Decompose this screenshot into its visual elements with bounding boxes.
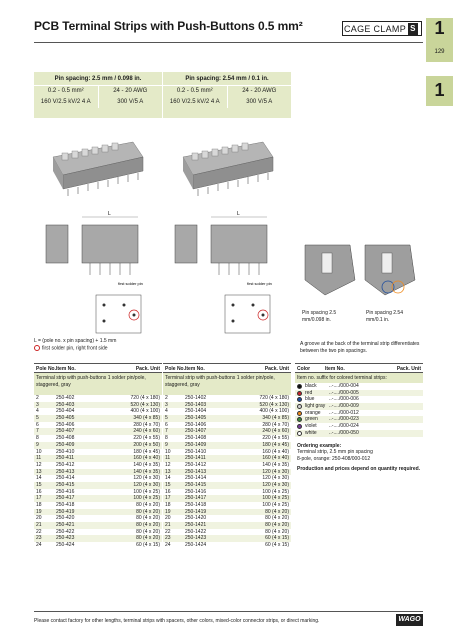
color-name: black bbox=[305, 383, 317, 389]
pole-cell: 7 bbox=[36, 428, 39, 435]
product-image-2-5 bbox=[48, 137, 148, 197]
item-cell: 250-1409 bbox=[185, 441, 207, 448]
pack-cell: 520 (4 x 130) bbox=[259, 401, 289, 408]
pole-cell: 20 bbox=[165, 515, 171, 522]
pack-cell: 720 (4 x 180) bbox=[130, 395, 160, 401]
item-cell: 250-1417 bbox=[185, 495, 207, 502]
pack-cell: 120 (4 x 30) bbox=[133, 475, 160, 482]
color-swatch-icon bbox=[297, 391, 302, 396]
pole-cell: 8 bbox=[36, 435, 39, 442]
item-cell: 250-1410 bbox=[185, 448, 207, 455]
color-row bbox=[295, 383, 423, 390]
color-row bbox=[295, 403, 423, 410]
color-name: green bbox=[305, 416, 318, 423]
formula-note: L = (pole no. x pin spacing) + 1.5 mm bbox=[34, 338, 117, 344]
item-cell: 250-1424 bbox=[185, 542, 207, 549]
pack-cell: 220 (4 x 55) bbox=[133, 435, 160, 442]
pole-cell: 22 bbox=[36, 528, 42, 535]
item-cell: 250-420 bbox=[56, 515, 75, 522]
color-row bbox=[295, 396, 423, 403]
pole-cell: 21 bbox=[36, 522, 42, 529]
technical-drawing-2-54 bbox=[163, 205, 303, 340]
color-name: white bbox=[305, 429, 317, 436]
pin-caption-2-54: Pin spacing 2.54 mm/0.1 in. bbox=[366, 310, 403, 323]
pack-cell: 60 (4 x 15) bbox=[265, 542, 289, 549]
brand-logo-icon: S bbox=[408, 23, 418, 35]
item-cell: 250-1416 bbox=[185, 488, 207, 495]
table-row bbox=[163, 475, 291, 482]
table-row bbox=[34, 415, 162, 422]
color-name: violet bbox=[305, 423, 317, 430]
pole-cell: 10 bbox=[165, 448, 171, 455]
pack-cell: 80 (4 x 20) bbox=[136, 535, 160, 542]
first-pin-label: first solder pin bbox=[118, 281, 143, 286]
pole-cell: 12 bbox=[165, 461, 171, 468]
table-row bbox=[34, 515, 162, 522]
item-cell: 250-1414 bbox=[185, 475, 207, 482]
groove-note: A groove at the back of the terminal strip differentiates between the two pin spacings. bbox=[300, 341, 420, 354]
color-swatch-icon bbox=[297, 417, 302, 422]
table-row bbox=[34, 502, 162, 509]
pack-cell: 160 (4 x 40) bbox=[262, 448, 289, 455]
table-row bbox=[34, 402, 162, 409]
table-row bbox=[34, 428, 162, 435]
item-cell: 250-1413 bbox=[185, 468, 207, 475]
pole-cell: 16 bbox=[36, 488, 42, 495]
col-pack: Pack. Unit bbox=[264, 366, 289, 372]
item-cell: 250-410 bbox=[56, 448, 75, 455]
color-swatch-icon bbox=[297, 431, 302, 436]
table-row bbox=[163, 469, 291, 476]
table-row bbox=[163, 522, 291, 529]
spec-title: Pin spacing: 2.5 mm / 0.098 in. bbox=[34, 72, 162, 86]
pole-cell: 2 bbox=[36, 395, 39, 401]
col-item: Item No. bbox=[185, 366, 205, 372]
table-row bbox=[163, 428, 291, 435]
col-pack: Pack. Unit bbox=[135, 366, 160, 372]
col-item: Item No. bbox=[56, 366, 76, 372]
item-cell: 250-1411 bbox=[185, 455, 206, 462]
first-pin-note: first solder pin, right front side bbox=[42, 345, 108, 352]
item-cell: 250-412 bbox=[56, 461, 75, 468]
production-note: Production and prices depend on quantity required. bbox=[297, 466, 421, 472]
item-cell: 250-419 bbox=[56, 508, 75, 515]
pack-cell: 100 (4 x 25) bbox=[262, 502, 289, 508]
table-row bbox=[163, 529, 291, 536]
pole-cell: 3 bbox=[165, 401, 168, 408]
item-cell: 250-1404 bbox=[185, 408, 207, 415]
dim-l-label: L bbox=[237, 211, 240, 217]
color-name: orange bbox=[305, 409, 321, 416]
pole-cell: 15 bbox=[36, 481, 42, 488]
table-row bbox=[34, 455, 162, 462]
page-number: 129 bbox=[434, 49, 445, 55]
color-table bbox=[295, 363, 423, 475]
pole-cell: 24 bbox=[36, 542, 42, 549]
pack-cell: 120 (4 x 30) bbox=[133, 481, 160, 488]
side-tab-section: 1 bbox=[434, 18, 445, 38]
spec-box-2-54 bbox=[163, 72, 291, 118]
pole-cell: 19 bbox=[165, 508, 171, 515]
color-row bbox=[295, 390, 423, 397]
spec-cross-section: 0.2 - 0.5 mm² bbox=[163, 86, 228, 97]
color-row bbox=[295, 423, 423, 430]
table-row bbox=[34, 522, 162, 529]
table-row bbox=[34, 395, 162, 402]
brand-label bbox=[342, 21, 422, 36]
table-row bbox=[163, 482, 291, 489]
spec-awg: 24 - 20 AWG bbox=[113, 88, 148, 94]
item-table-2-54 bbox=[163, 363, 291, 549]
pole-cell: 24 bbox=[165, 542, 171, 549]
color-swatch-icon bbox=[297, 424, 302, 429]
spec-rating-ul: 300 V/5 A bbox=[117, 99, 144, 105]
color-swatch-icon bbox=[297, 411, 302, 416]
spec-cross-section: 0.2 - 0.5 mm² bbox=[34, 86, 99, 97]
pack-cell: 200 (4 x 50) bbox=[133, 441, 160, 448]
pack-cell: 80 (4 x 20) bbox=[265, 522, 289, 529]
footer-divider bbox=[34, 611, 423, 612]
pole-cell: 6 bbox=[36, 421, 39, 428]
pack-cell: 160 (4 x 40) bbox=[133, 455, 160, 462]
item-table-2-5 bbox=[34, 363, 162, 549]
table-row bbox=[34, 509, 162, 516]
pole-cell: 5 bbox=[165, 415, 168, 422]
table-row bbox=[163, 515, 291, 522]
table-section-title: Terminal strip with push-buttons 1 solder pin/pole, staggered, gray bbox=[163, 373, 291, 395]
item-cell: 250-421 bbox=[56, 522, 75, 529]
pack-cell: 80 (4 x 20) bbox=[136, 522, 160, 529]
col-color: Color bbox=[297, 366, 311, 372]
color-code: ..-..../000-004 bbox=[329, 383, 359, 389]
page-title: PCB Terminal Strips with Push-Buttons 0.5 mm² bbox=[34, 19, 303, 33]
pack-cell: 100 (4 x 25) bbox=[262, 488, 289, 495]
drawing-legend bbox=[34, 338, 116, 352]
item-cell: 250-416 bbox=[56, 488, 75, 495]
pole-cell: 6 bbox=[165, 421, 168, 428]
table-row bbox=[163, 502, 291, 509]
pack-cell: 80 (4 x 20) bbox=[136, 508, 160, 515]
table-row bbox=[34, 482, 162, 489]
pole-cell: 12 bbox=[36, 461, 42, 468]
pole-cell: 16 bbox=[165, 488, 171, 495]
item-cell: 250-1419 bbox=[185, 508, 207, 515]
pack-cell: 340 (4 x 85) bbox=[262, 415, 289, 422]
item-cell: 250-1420 bbox=[185, 515, 207, 522]
pack-cell: 220 (4 x 55) bbox=[262, 435, 289, 442]
pin-spacing-drawing bbox=[300, 235, 420, 315]
color-code: ..-..../000-006 bbox=[329, 396, 359, 403]
ordering-title: Ordering example: bbox=[297, 442, 342, 449]
pack-cell: 120 (4 x 30) bbox=[262, 475, 289, 482]
table-row bbox=[34, 408, 162, 415]
first-pin-label: first solder pin bbox=[247, 281, 272, 286]
table-row bbox=[163, 435, 291, 442]
color-code: ..-..../000-024 bbox=[329, 423, 359, 430]
table-row bbox=[34, 462, 162, 469]
pack-cell: 80 (4 x 20) bbox=[136, 502, 160, 508]
wago-logo: WAGO bbox=[396, 614, 423, 626]
item-cell: 250-415 bbox=[56, 481, 75, 488]
pack-cell: 80 (4 x 20) bbox=[265, 508, 289, 515]
pole-cell: 9 bbox=[36, 441, 39, 448]
color-code: ..-..../000-009 bbox=[329, 403, 359, 410]
pack-cell: 120 (4 x 30) bbox=[262, 468, 289, 475]
pack-cell: 160 (4 x 40) bbox=[262, 455, 289, 462]
item-cell: 250-411 bbox=[56, 455, 74, 462]
color-swatch-icon bbox=[297, 404, 302, 409]
pack-cell: 100 (4 x 25) bbox=[262, 495, 289, 502]
table-row bbox=[163, 415, 291, 422]
item-cell: 250-413 bbox=[56, 468, 75, 475]
item-cell: 250-404 bbox=[56, 408, 75, 415]
ordering-line: Terminal strip, 2.5 mm pin spacing bbox=[297, 449, 373, 455]
table-row bbox=[163, 408, 291, 415]
pole-cell: 11 bbox=[36, 455, 42, 462]
table-row bbox=[163, 495, 291, 502]
item-cell: 250-424 bbox=[56, 542, 75, 549]
color-section-title: Item no. suffix for colored terminal strips: bbox=[295, 373, 423, 383]
spec-rating-iec: 160 V/2.5 kV/2 4 A bbox=[34, 97, 99, 108]
table-row bbox=[34, 475, 162, 482]
color-code: ..-..../000-023 bbox=[329, 416, 359, 423]
pack-cell: 60 (4 x 15) bbox=[265, 535, 289, 542]
pin-caption-2-5: Pin spacing 2.5 mm/0.098 in. bbox=[302, 310, 337, 323]
item-cell: 250-1422 bbox=[185, 528, 207, 535]
pole-cell: 5 bbox=[36, 415, 39, 422]
item-cell: 250-414 bbox=[56, 475, 75, 482]
pack-cell: 280 (4 x 70) bbox=[262, 421, 289, 428]
spec-awg: 24 - 20 AWG bbox=[242, 88, 277, 94]
color-name: blue bbox=[305, 396, 315, 403]
spec-box-2-5 bbox=[34, 72, 162, 118]
item-cell: 250-1423 bbox=[185, 535, 207, 542]
table-row bbox=[163, 449, 291, 456]
table-row bbox=[34, 495, 162, 502]
pack-cell: 140 (4 x 35) bbox=[262, 461, 289, 468]
pack-cell: 400 (4 x 100) bbox=[259, 408, 289, 415]
pole-cell: 23 bbox=[36, 535, 42, 542]
chapter-tab[interactable]: 1 bbox=[426, 76, 453, 106]
item-cell: 250-1402 bbox=[185, 395, 207, 401]
pole-cell: 14 bbox=[165, 475, 171, 482]
pack-cell: 720 (4 x 180) bbox=[259, 395, 289, 401]
pack-cell: 60 (4 x 15) bbox=[136, 542, 160, 549]
pole-cell: 19 bbox=[36, 508, 42, 515]
pack-cell: 80 (4 x 20) bbox=[265, 528, 289, 535]
item-cell: 250-418 bbox=[56, 502, 75, 508]
item-cell: 250-1407 bbox=[185, 428, 207, 435]
pole-cell: 20 bbox=[36, 515, 42, 522]
item-cell: 250-417 bbox=[56, 495, 75, 502]
table-row bbox=[34, 489, 162, 496]
pole-cell: 10 bbox=[36, 448, 42, 455]
table-row bbox=[34, 542, 162, 549]
pole-cell: 13 bbox=[36, 468, 42, 475]
table-row bbox=[34, 422, 162, 429]
pack-cell: 400 (4 x 100) bbox=[130, 408, 160, 415]
table-row bbox=[163, 462, 291, 469]
item-cell: 250-423 bbox=[56, 535, 75, 542]
pack-cell: 340 (4 x 85) bbox=[133, 415, 160, 422]
pole-cell: 18 bbox=[36, 502, 42, 508]
color-row bbox=[295, 416, 423, 423]
dim-l-label: L bbox=[108, 211, 111, 217]
pole-cell: 18 bbox=[165, 502, 171, 508]
pole-cell: 22 bbox=[165, 528, 171, 535]
pole-cell: 17 bbox=[165, 495, 171, 502]
pack-cell: 100 (4 x 25) bbox=[133, 488, 160, 495]
pack-cell: 140 (4 x 35) bbox=[133, 468, 160, 475]
color-code: ..-..../000-005 bbox=[329, 389, 359, 396]
table-row bbox=[34, 469, 162, 476]
col-pole: Pole No. bbox=[165, 366, 186, 372]
color-row bbox=[295, 430, 423, 437]
pack-cell: 80 (4 x 20) bbox=[136, 528, 160, 535]
table-row bbox=[34, 442, 162, 449]
item-cell: 250-408 bbox=[56, 435, 75, 442]
spec-rating-ul: 300 V/5 A bbox=[246, 99, 273, 105]
table-row bbox=[163, 489, 291, 496]
table-row bbox=[163, 442, 291, 449]
pole-cell: 21 bbox=[165, 522, 171, 529]
item-cell: 250-409 bbox=[56, 441, 75, 448]
product-image-2-54 bbox=[178, 137, 278, 197]
pole-cell: 7 bbox=[165, 428, 168, 435]
item-cell: 250-1418 bbox=[185, 502, 207, 508]
item-cell: 250-405 bbox=[56, 415, 75, 422]
pole-cell: 8 bbox=[165, 435, 168, 442]
item-cell: 250-1421 bbox=[185, 522, 207, 529]
pack-cell: 280 (4 x 70) bbox=[133, 421, 160, 428]
pole-cell: 13 bbox=[165, 468, 171, 475]
pack-cell: 80 (4 x 20) bbox=[265, 515, 289, 522]
table-row bbox=[163, 455, 291, 462]
item-cell: 250-407 bbox=[56, 428, 75, 435]
pack-cell: 180 (4 x 45) bbox=[262, 441, 289, 448]
pack-cell: 100 (4 x 25) bbox=[133, 495, 160, 502]
pack-cell: 520 (4 x 130) bbox=[130, 401, 160, 408]
color-name: light gray bbox=[305, 403, 326, 410]
table-section-title: Terminal strip with push-buttons 1 solder pin/pole, staggered, gray bbox=[34, 373, 162, 395]
table-row bbox=[163, 542, 291, 549]
color-swatch-icon bbox=[297, 397, 302, 402]
pack-cell: 240 (4 x 60) bbox=[133, 428, 160, 435]
pole-cell: 15 bbox=[165, 481, 171, 488]
table-row bbox=[163, 402, 291, 409]
table-row bbox=[163, 535, 291, 542]
pack-cell: 120 (4 x 30) bbox=[262, 481, 289, 488]
pole-cell: 11 bbox=[165, 455, 171, 462]
pole-cell: 14 bbox=[36, 475, 42, 482]
pack-cell: 140 (4 x 35) bbox=[133, 461, 160, 468]
title-divider bbox=[34, 42, 423, 43]
spec-rating-iec: 160 V/2.5 kV/2 4 A bbox=[163, 97, 228, 108]
ordering-line: 8-pole, orange: 250-408/000-012 bbox=[297, 455, 371, 462]
table-row bbox=[34, 449, 162, 456]
pack-cell: 240 (4 x 60) bbox=[262, 428, 289, 435]
color-code: ..-..../000-012 bbox=[329, 409, 359, 416]
color-code: ..-..../000-050 bbox=[329, 429, 359, 436]
item-cell: 250-1412 bbox=[185, 461, 207, 468]
color-row bbox=[295, 410, 423, 417]
item-cell: 250-403 bbox=[56, 401, 75, 408]
footer-note: Please contact factory for other lengths, terminal strips with spacers, other colors, mixed-color connector strips, or direct marking. bbox=[34, 618, 320, 624]
pole-cell: 17 bbox=[36, 495, 42, 502]
pack-cell: 180 (4 x 45) bbox=[133, 448, 160, 455]
item-cell: 250-406 bbox=[56, 421, 75, 428]
table-row bbox=[34, 535, 162, 542]
item-cell: 250-1405 bbox=[185, 415, 207, 422]
item-cell: 250-1415 bbox=[185, 481, 207, 488]
pole-cell: 2 bbox=[165, 395, 168, 401]
pole-cell: 9 bbox=[165, 441, 168, 448]
pole-cell: 4 bbox=[165, 408, 168, 415]
item-cell: 250-402 bbox=[56, 395, 75, 401]
table-row bbox=[163, 509, 291, 516]
table-row bbox=[163, 422, 291, 429]
pole-cell: 3 bbox=[36, 401, 39, 408]
item-cell: 250-1403 bbox=[185, 401, 207, 408]
spec-title: Pin spacing: 2.54 mm / 0.1 in. bbox=[163, 72, 291, 86]
brand-text: CAGE CLAMP bbox=[343, 23, 406, 34]
color-swatch-icon bbox=[297, 384, 302, 389]
table-row bbox=[34, 529, 162, 536]
col-pole: Pole No. bbox=[36, 366, 57, 372]
col-item: Item No. bbox=[325, 366, 345, 372]
table-row bbox=[34, 435, 162, 442]
red-circle-icon bbox=[34, 345, 40, 351]
item-cell: 250-1408 bbox=[185, 435, 207, 442]
item-cell: 250-1406 bbox=[185, 421, 207, 428]
pole-cell: 23 bbox=[165, 535, 171, 542]
col-pack: Pack. Unit bbox=[396, 366, 421, 372]
pack-cell: 80 (4 x 20) bbox=[136, 515, 160, 522]
pole-cell: 4 bbox=[36, 408, 39, 415]
item-cell: 250-422 bbox=[56, 528, 75, 535]
technical-drawing-2-5 bbox=[34, 205, 174, 340]
table-row bbox=[163, 395, 291, 402]
color-name: red bbox=[305, 389, 313, 396]
